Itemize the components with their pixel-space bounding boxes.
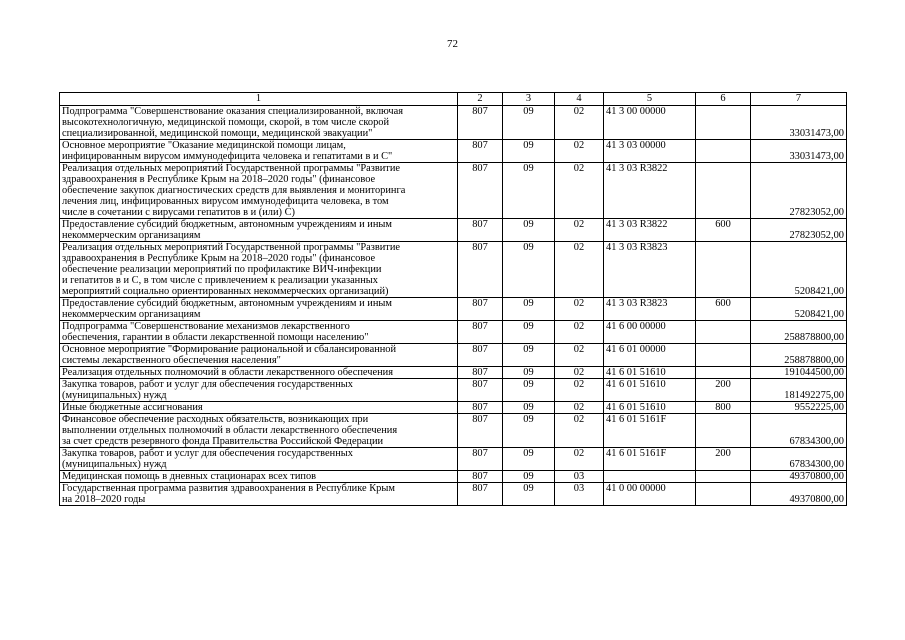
cell-ministry-code: 807 <box>458 219 503 242</box>
description-line: высокотехнологичную, медицинской помощи, скорой, в том числе скорой <box>62 117 390 128</box>
cell-subsection: 02 <box>555 414 604 448</box>
cell-target-article: 41 3 03 R3823 <box>604 242 696 298</box>
cell-section: 09 <box>503 140 555 163</box>
cell-section: 09 <box>503 414 555 448</box>
cell-subsection: 02 <box>555 402 604 414</box>
cell-amount: 258878800,00 <box>751 321 847 344</box>
description-line: Финансовое обеспечение расходных обязательств, возникающих при <box>62 414 369 425</box>
row-description <box>60 321 458 344</box>
header-cell: 4 <box>555 93 604 106</box>
cell-section: 09 <box>503 163 555 219</box>
description-line: Реализация отдельных мероприятий Государственной программы "Развитие <box>62 242 401 253</box>
cell-subsection: 02 <box>555 106 604 140</box>
row-description <box>60 402 458 414</box>
row-description <box>60 471 458 483</box>
description-line: обеспечения, гарантии в области лекарственной помощи населению" <box>62 332 369 343</box>
cell-ministry-code: 807 <box>458 367 503 379</box>
description-line: Подпрограмма "Совершенствование оказания специализированной, включая <box>62 106 403 117</box>
header-cell: 3 <box>503 93 555 106</box>
cell-amount: 258878800,00 <box>751 344 847 367</box>
cell-section: 09 <box>503 298 555 321</box>
cell-expense-type <box>696 483 751 506</box>
row-description <box>60 106 458 140</box>
description-line: Предоставление субсидий бюджетным, автономным учреждениям и иным <box>62 219 392 230</box>
row-description <box>60 298 458 321</box>
description-line: здравоохранения в Республике Крым на 2018–2020 годы" (финансовое <box>62 174 376 185</box>
cell-target-article <box>604 471 696 483</box>
cell-section: 09 <box>503 483 555 506</box>
description-line: Медицинская помощь в дневных стационарах всех типов <box>62 471 317 482</box>
description-line: и гепатитов в и С, в том числе с привлечением к реализации указанных <box>62 275 378 286</box>
cell-amount: 67834300,00 <box>751 414 847 448</box>
cell-target-article: 41 6 01 51610 <box>604 402 696 414</box>
table-row <box>60 140 847 163</box>
row-description <box>60 344 458 367</box>
cell-expense-type: 200 <box>696 448 751 471</box>
cell-section: 09 <box>503 379 555 402</box>
cell-amount: 49370800,00 <box>751 483 847 506</box>
row-description <box>60 448 458 471</box>
cell-section: 09 <box>503 321 555 344</box>
cell-expense-type: 800 <box>696 402 751 414</box>
cell-target-article: 41 0 00 00000 <box>604 483 696 506</box>
cell-amount: 5208421,00 <box>751 242 847 298</box>
cell-expense-type <box>696 471 751 483</box>
table-row <box>60 298 847 321</box>
description-line: системы лекарственного обеспечения населения" <box>62 355 281 366</box>
cell-amount: 27823052,00 <box>751 219 847 242</box>
row-description <box>60 367 458 379</box>
description-line: обеспечение реализации мероприятий по профилактике ВИЧ-инфекции <box>62 264 382 275</box>
table-row <box>60 321 847 344</box>
cell-ministry-code: 807 <box>458 344 503 367</box>
cell-expense-type <box>696 106 751 140</box>
description-line: числе в сочетании с вирусами гепатитов в и (или) С) <box>62 207 295 218</box>
cell-amount: 181492275,00 <box>751 379 847 402</box>
description-line: Реализация отдельных мероприятий Государственной программы "Развитие <box>62 163 401 174</box>
description-line: Закупка товаров, работ и услуг для обеспечения государственных <box>62 448 353 459</box>
cell-target-article: 41 6 01 00000 <box>604 344 696 367</box>
cell-expense-type: 600 <box>696 298 751 321</box>
page-number: 72 <box>447 38 458 50</box>
row-description <box>60 219 458 242</box>
cell-target-article: 41 3 03 00000 <box>604 140 696 163</box>
cell-ministry-code: 807 <box>458 471 503 483</box>
cell-ministry-code: 807 <box>458 106 503 140</box>
cell-subsection: 02 <box>555 163 604 219</box>
cell-amount: 191044500,00 <box>751 367 847 379</box>
table-row <box>60 402 847 414</box>
cell-subsection: 02 <box>555 448 604 471</box>
table-row <box>60 106 847 140</box>
cell-section: 09 <box>503 402 555 414</box>
table-row <box>60 219 847 242</box>
description-line: за счет средств резервного фонда Правительства Российской Федерации <box>62 436 384 447</box>
row-description <box>60 163 458 219</box>
cell-subsection: 02 <box>555 298 604 321</box>
cell-subsection: 03 <box>555 471 604 483</box>
cell-target-article: 41 6 01 5161F <box>604 448 696 471</box>
cell-expense-type <box>696 414 751 448</box>
cell-subsection: 02 <box>555 379 604 402</box>
cell-ministry-code: 807 <box>458 414 503 448</box>
cell-expense-type <box>696 344 751 367</box>
cell-ministry-code: 807 <box>458 242 503 298</box>
cell-section: 09 <box>503 242 555 298</box>
description-line: инфицированным вирусом иммунодефицита человека и гепатитами в и С" <box>62 151 393 162</box>
cell-subsection: 02 <box>555 321 604 344</box>
table-row <box>60 242 847 298</box>
cell-expense-type <box>696 163 751 219</box>
cell-section: 09 <box>503 106 555 140</box>
cell-amount: 33031473,00 <box>751 106 847 140</box>
cell-target-article: 41 6 01 51610 <box>604 379 696 402</box>
table-row <box>60 344 847 367</box>
cell-subsection: 02 <box>555 344 604 367</box>
cell-subsection: 03 <box>555 483 604 506</box>
cell-ministry-code: 807 <box>458 140 503 163</box>
cell-amount: 33031473,00 <box>751 140 847 163</box>
cell-ministry-code: 807 <box>458 402 503 414</box>
table-row <box>60 379 847 402</box>
header-cell: 6 <box>696 93 751 106</box>
table-header-row <box>60 93 847 106</box>
cell-subsection: 02 <box>555 219 604 242</box>
header-cell: 7 <box>751 93 847 106</box>
cell-amount: 49370800,00 <box>751 471 847 483</box>
cell-expense-type: 200 <box>696 379 751 402</box>
description-line: специализированной, медицинской помощи, медицинской эвакуации" <box>62 128 373 139</box>
cell-target-article: 41 3 00 00000 <box>604 106 696 140</box>
description-line: Подпрограмма "Совершенствование механизмов лекарственного <box>62 321 350 332</box>
cell-target-article: 41 6 01 5161F <box>604 414 696 448</box>
cell-ministry-code: 807 <box>458 321 503 344</box>
row-description <box>60 483 458 506</box>
description-line: некоммерческим организациям <box>62 230 201 241</box>
table-row <box>60 163 847 219</box>
description-line: Государственная программа развития здравоохранения в Республике Крым <box>62 483 395 494</box>
description-line: мероприятий социально ориентированных некоммерческих организаций) <box>62 286 389 297</box>
header-cell: 1 <box>60 93 458 106</box>
cell-amount: 27823052,00 <box>751 163 847 219</box>
row-description <box>60 414 458 448</box>
description-line: лечения лиц, инфицированных вирусом иммунодефицита человека, в том <box>62 196 389 207</box>
cell-section: 09 <box>503 219 555 242</box>
cell-amount: 9552225,00 <box>751 402 847 414</box>
cell-target-article: 41 3 03 R3823 <box>604 298 696 321</box>
description-line: Реализация отдельных полномочий в области лекарственного обеспечения <box>62 367 394 378</box>
cell-amount: 5208421,00 <box>751 298 847 321</box>
cell-target-article: 41 6 00 00000 <box>604 321 696 344</box>
cell-expense-type <box>696 367 751 379</box>
cell-target-article: 41 3 03 R3822 <box>604 163 696 219</box>
cell-section: 09 <box>503 367 555 379</box>
cell-section: 09 <box>503 471 555 483</box>
description-line: на 2018–2020 годы <box>62 494 146 505</box>
row-description <box>60 242 458 298</box>
table-row <box>60 483 847 506</box>
cell-ministry-code: 807 <box>458 298 503 321</box>
cell-expense-type: 600 <box>696 219 751 242</box>
description-line: (муниципальных) нужд <box>62 390 167 401</box>
cell-subsection: 02 <box>555 242 604 298</box>
cell-subsection: 02 <box>555 367 604 379</box>
description-line: Основное мероприятие "Формирование рациональной и сбалансированной <box>62 344 397 355</box>
cell-section: 09 <box>503 344 555 367</box>
description-line: Иные бюджетные ассигнования <box>62 402 203 413</box>
table-row <box>60 448 847 471</box>
description-line: Основное мероприятие "Оказание медицинской помощи лицам, <box>62 140 346 151</box>
cell-expense-type <box>696 242 751 298</box>
description-line: Закупка товаров, работ и услуг для обеспечения государственных <box>62 379 353 390</box>
description-line: выполнении отдельных полномочий в области лекарственного обеспечения <box>62 425 398 436</box>
cell-ministry-code: 807 <box>458 448 503 471</box>
header-cell: 2 <box>458 93 503 106</box>
cell-expense-type <box>696 321 751 344</box>
budget-table <box>59 92 847 506</box>
description-line: Предоставление субсидий бюджетным, автономным учреждениям и иным <box>62 298 392 309</box>
table-row <box>60 471 847 483</box>
cell-subsection: 02 <box>555 140 604 163</box>
cell-ministry-code: 807 <box>458 163 503 219</box>
table-row <box>60 414 847 448</box>
table-row <box>60 367 847 379</box>
cell-section: 09 <box>503 448 555 471</box>
cell-amount: 67834300,00 <box>751 448 847 471</box>
cell-ministry-code: 807 <box>458 483 503 506</box>
cell-target-article: 41 3 03 R3822 <box>604 219 696 242</box>
cell-target-article: 41 6 01 51610 <box>604 367 696 379</box>
row-description <box>60 140 458 163</box>
description-line: обеспечение закупок диагностических средств для выявления и мониторинга <box>62 185 406 196</box>
row-description <box>60 379 458 402</box>
header-cell: 5 <box>604 93 696 106</box>
cell-expense-type <box>696 140 751 163</box>
description-line: некоммерческим организациям <box>62 309 201 320</box>
description-line: здравоохранения в Республике Крым на 2018–2020 годы" (финансовое <box>62 253 376 264</box>
description-line: (муниципальных) нужд <box>62 459 167 470</box>
cell-ministry-code: 807 <box>458 379 503 402</box>
